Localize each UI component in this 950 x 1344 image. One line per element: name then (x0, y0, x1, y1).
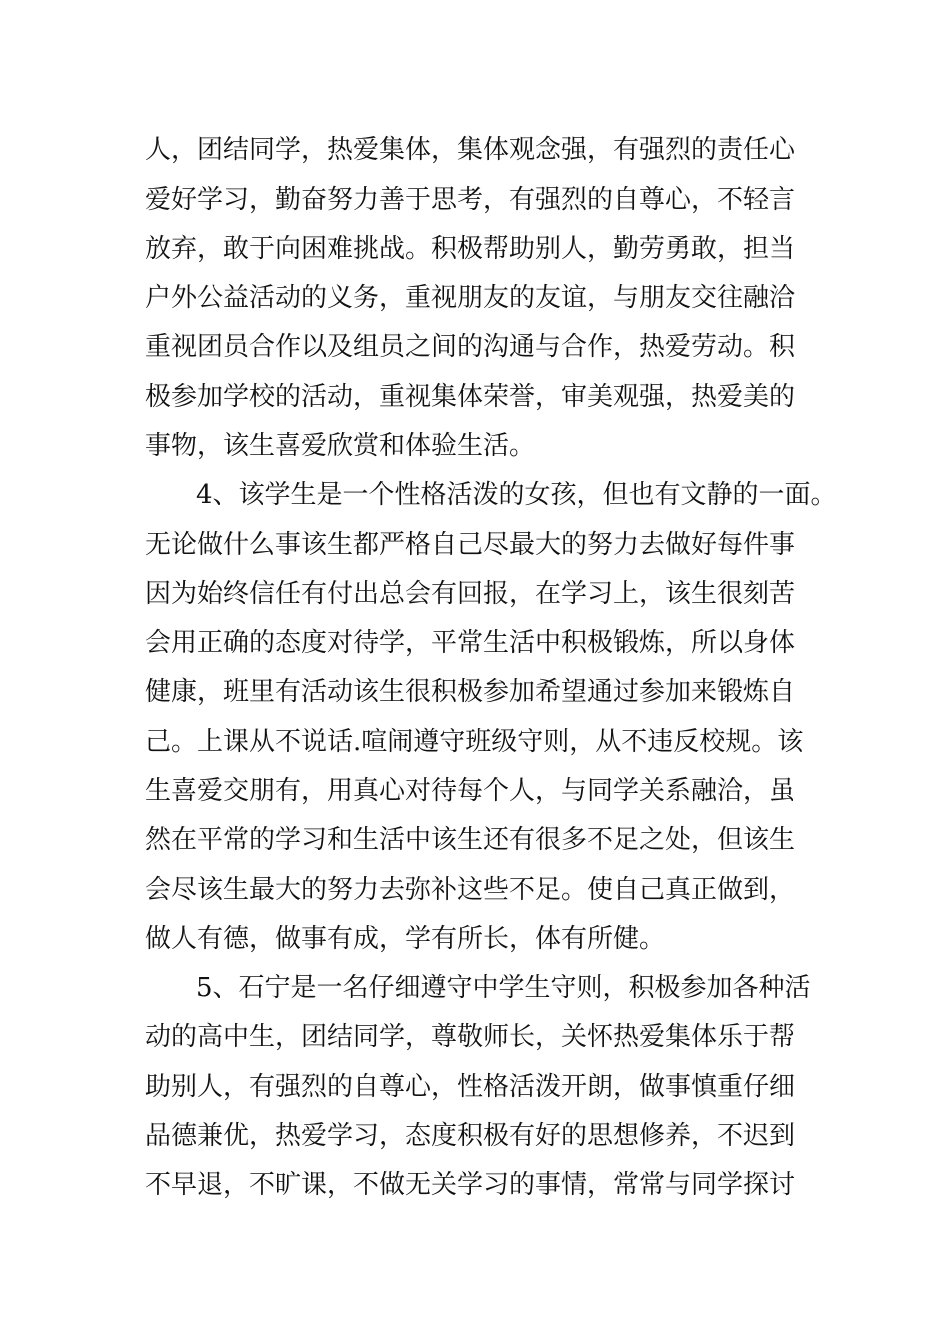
text-line: 助别人，有强烈的自尊心，性格活泼开朗，做事慎重仔细 (145, 1072, 796, 1102)
text-line: 人，团结同学，热爱集体，集体观念强，有强烈的责任心 (145, 135, 796, 165)
text-line: 爱好学习，勤奋努力善于思考，有强烈的自尊心，不轻言 (145, 185, 796, 215)
text-line: 品德兼优，热爱学习，态度积极有好的思想修养，不迟到 (145, 1121, 796, 1151)
text-line: 会用正确的态度对待学，平常生活中积极锻炼，所以身体 (145, 628, 796, 658)
paragraph-start-line: 4、该学生是一个性格活泼的女孩，但也有文静的一面。 (196, 480, 837, 510)
text-line: 户外公益活动的义务，重视朋友的友谊，与朋友交往融洽 (145, 283, 796, 313)
paragraph-start-line: 5、石宁是一名仔细遵守中学生守则，积极参加各种活 (196, 973, 811, 1003)
text-line: 动的高中生，团结同学，尊敬师长，关怀热爱集体乐于帮 (145, 1022, 796, 1052)
text-line: 事物，该生喜爱欣赏和体验生活。 (145, 431, 536, 461)
text-line: 放弃，敢于向困难挑战。积极帮助别人，勤劳勇敢，担当 (145, 234, 796, 264)
text-line: 会尽该生最大的努力去弥补这些不足。使自己真正做到， (145, 875, 796, 905)
text-line: 己。上课从不说话.喧闹遵守班级守则，从不违反校规。该 (145, 727, 804, 757)
text-line: 重视团员合作以及组员之间的沟通与合作，热爱劳动。积 (145, 332, 796, 362)
text-line: 健康，班里有活动该生很积极参加希望通过参加来锻炼自 (145, 677, 796, 707)
text-line: 因为始终信任有付出总会有回报，在学习上，该生很刻苦 (145, 579, 796, 609)
text-line: 极参加学校的活动，重视集体荣誉，审美观强，热爱美的 (145, 382, 796, 412)
text-line: 做人有德，做事有成，学有所长，体有所健。 (145, 924, 666, 954)
text-line: 无论做什么事该生都严格自己尽最大的努力去做好每件事 (145, 530, 796, 560)
text-line: 生喜爱交朋有，用真心对待每个人，与同学关系融洽，虽 (145, 776, 796, 806)
text-line: 然在平常的学习和生活中该生还有很多不足之处，但该生 (145, 825, 796, 855)
text-line: 不早退，不旷课，不做无关学习的事情，常常与同学探讨 (145, 1170, 796, 1200)
